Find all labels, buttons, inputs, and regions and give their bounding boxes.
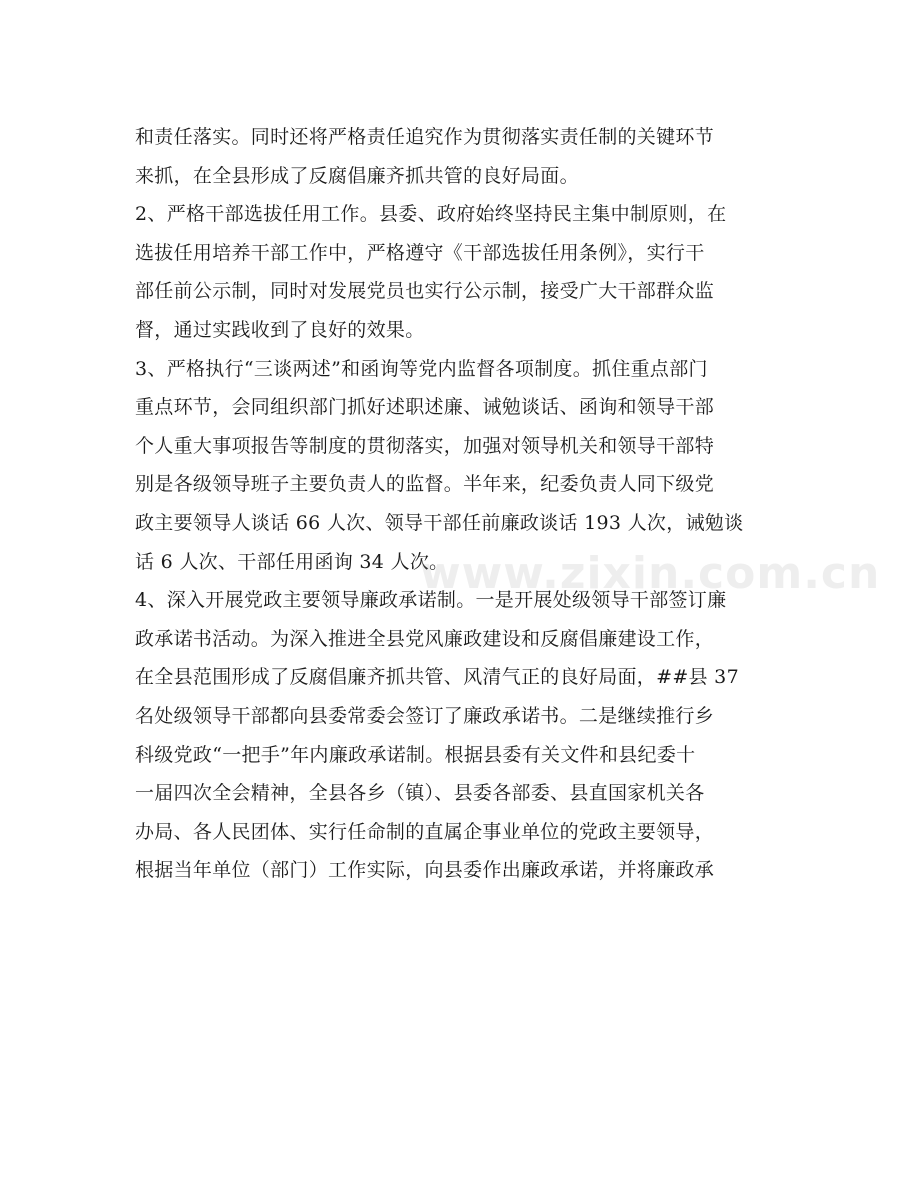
- text-line: 督，通过实践收到了良好的效果。: [135, 318, 425, 341]
- text-line: 重点环节，会同组织部门抓好述职述廉、诫勉谈话、函询和领导干部: [135, 396, 715, 419]
- document-body: [135, 118, 785, 890]
- text-line: 名处级领导干部都向县委常委会签订了廉政承诺书。二是继续推行乡: [135, 704, 715, 727]
- text-line: 3、严格执行“三谈两述”和函询等党内监督各项制度。抓住重点部门: [135, 357, 708, 380]
- text-line: 一届四次全会精神，全县各乡（镇）、县委各部委、县直国家机关各: [135, 782, 705, 805]
- text-line: 4、深入开展党政主要领导廉政承诺制。一是开展处级领导干部签订廉: [135, 589, 727, 612]
- text-line: 选拔任用培养干部工作中，严格遵守《干部选拔任用条例》，实行干: [135, 241, 705, 264]
- text-line: 办局、各人民团体、实行任命制的直属企事业单位的党政主要领导，: [135, 820, 715, 843]
- text-line: 别是各级领导班子主要负责人的监督。半年来，纪委负责人同下级党: [135, 473, 715, 496]
- watermark-text: www.zixin.com.cn: [420, 548, 881, 599]
- text-line: 部任前公示制，同时对发展党员也实行公示制，接受广大干部群众监: [135, 280, 715, 303]
- text-line: 根据当年单位（部门）工作实际，向县委作出廉政承诺，并将廉政承: [135, 859, 715, 882]
- text-line: 2、严格干部选拔任用工作。县委、政府始终坚持民主集中制原则，在: [135, 203, 727, 226]
- text-line: 科级党政“一把手”年内廉政承诺制。根据县委有关文件和县纪委十: [135, 743, 696, 766]
- text-line: 来抓，在全县形成了反腐倡廉齐抓共管的良好局面。: [135, 164, 579, 187]
- text-line: 话 6 人次、干部任用函询 34 人次。: [135, 550, 449, 573]
- text-line: 在全县范围形成了反腐倡廉齐抓共管、风清气正的良好局面，##县 37: [135, 666, 739, 689]
- text-line: 和责任落实。同时还将严格责任追究作为贯彻落实责任制的关键环节: [135, 126, 715, 148]
- text-line: 政主要领导人谈话 66 人次、领导干部任前廉政谈话 193 人次，诫勉谈: [135, 511, 744, 534]
- text-line: 政承诺书活动。为深入推进全县党风廉政建设和反腐倡廉建设工作，: [135, 627, 715, 650]
- text-line: 个人重大事项报告等制度的贯彻落实，加强对领导机关和领导干部特: [135, 434, 715, 457]
